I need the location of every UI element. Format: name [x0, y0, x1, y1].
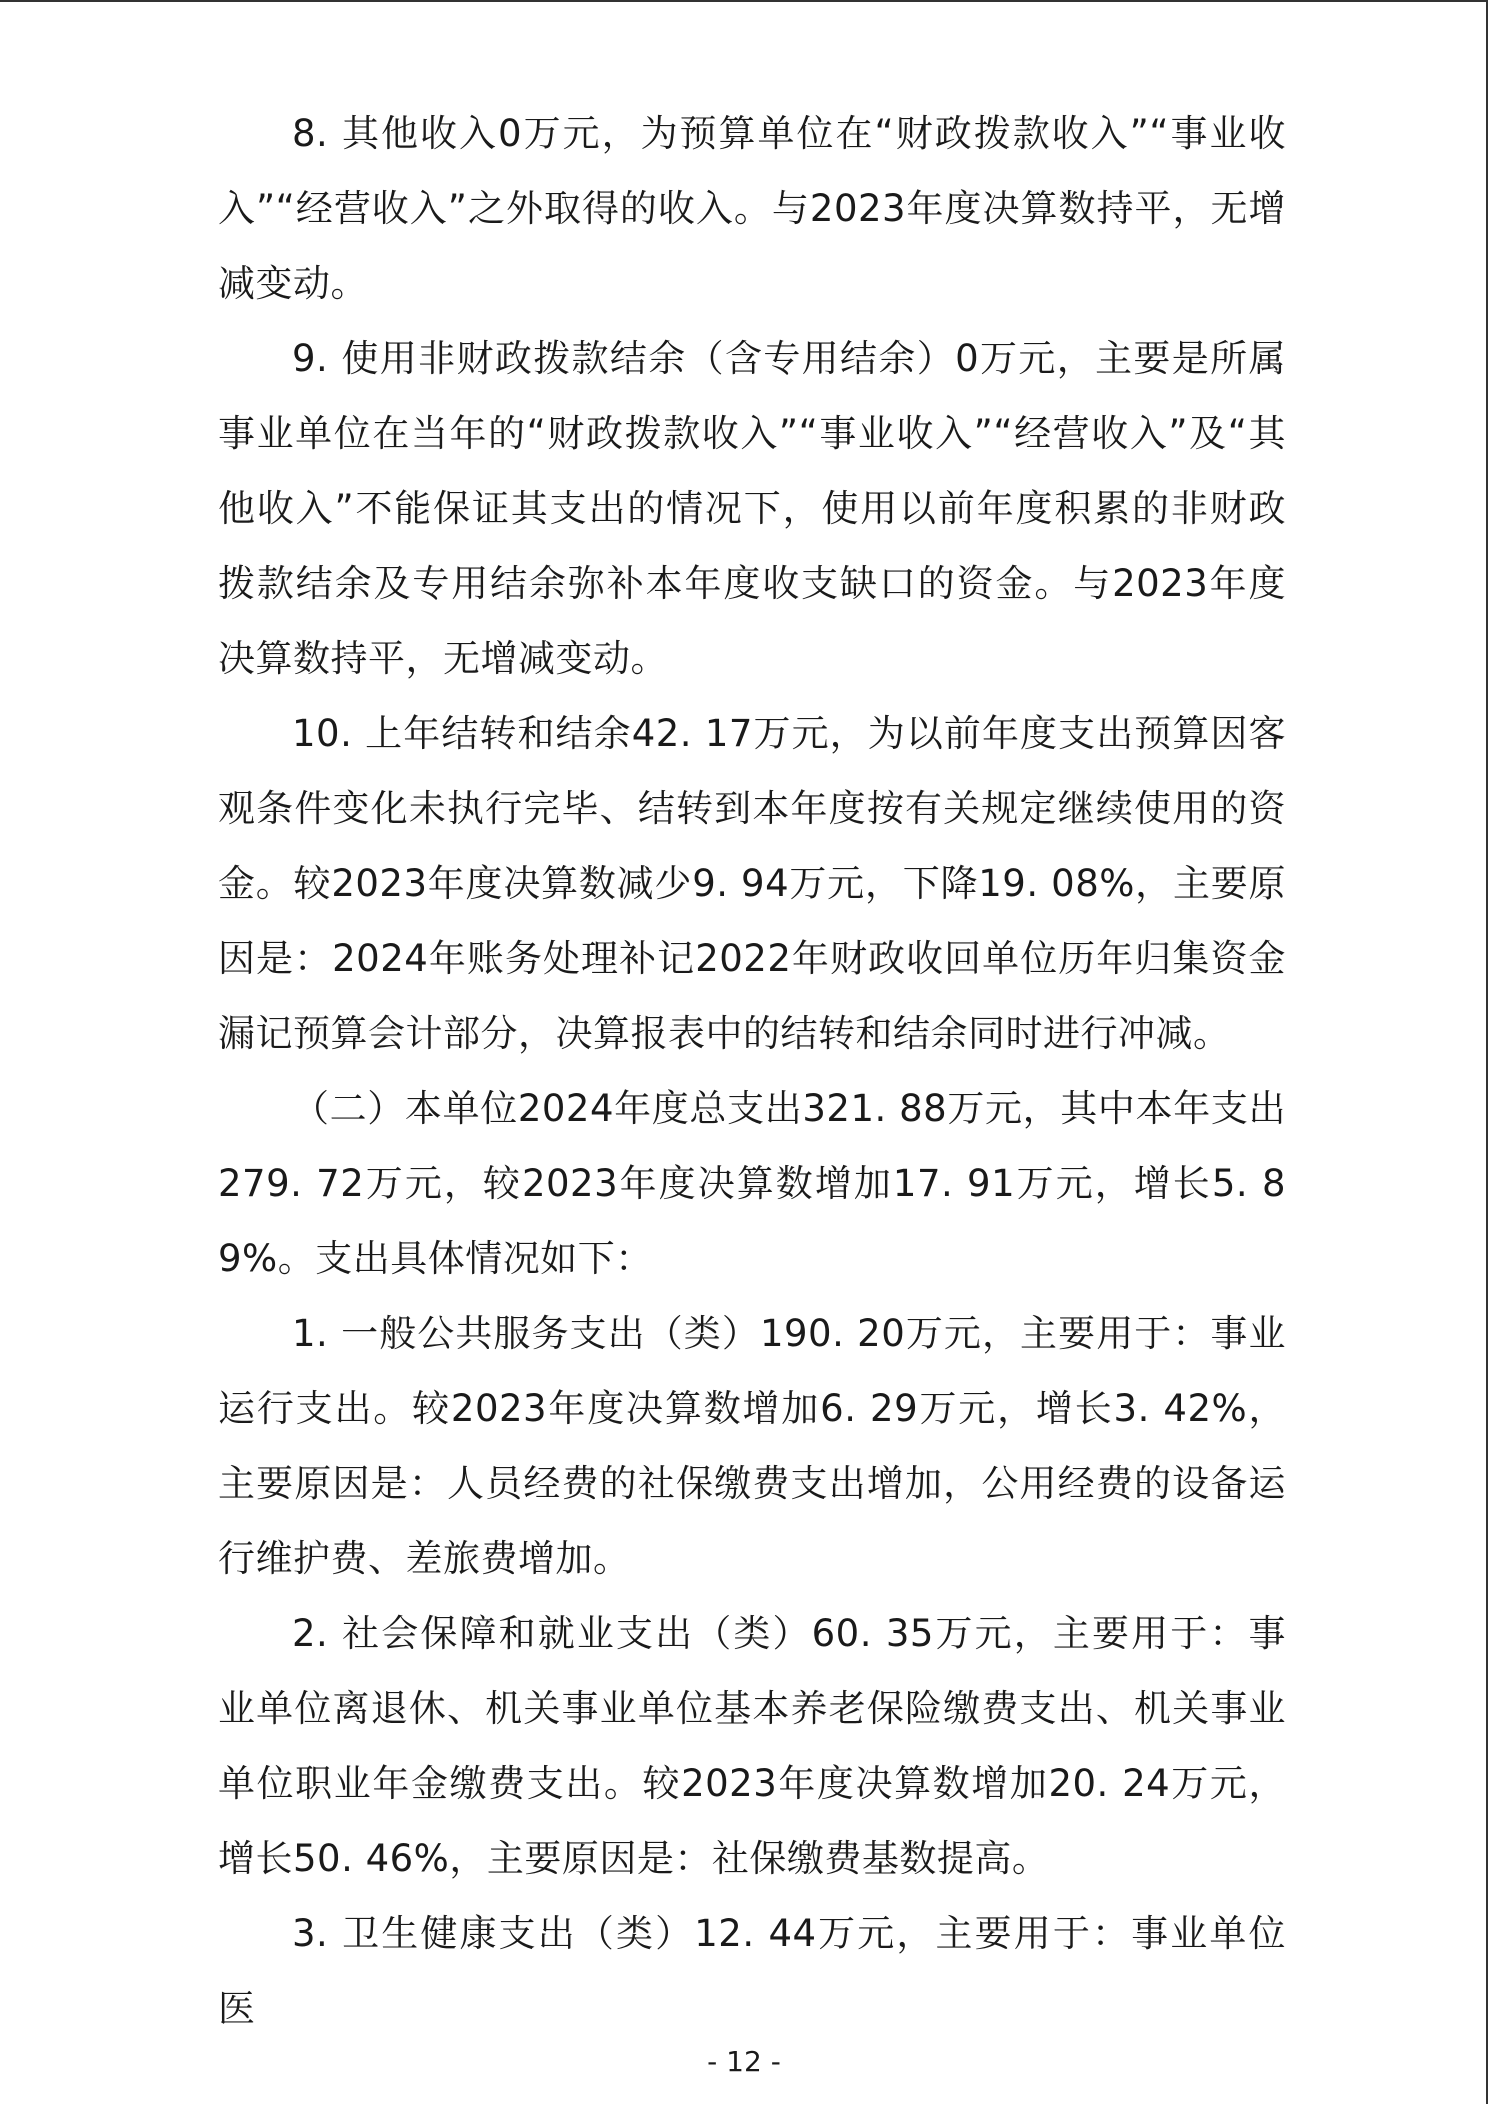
page-number: - 12 - — [707, 2045, 781, 2078]
paragraph-other-income: 8. 其他收入0万元，为预算单位在“财政拨款收入”“事业收入”“经营收入”之外取得的收入。与2023年度决算数持平，无增减变动。 — [218, 112, 1286, 305]
paragraph-health-expenditure: 3. 卫生健康支出（类）12. 44万元，主要用于：事业单位医 — [218, 1912, 1286, 2030]
paragraph-social-security: 2. 社会保障和就业支出（类）60. 35万元，主要用于：事业单位离退休、机关事业单位基本养老保险缴费支出、机关事业单位职业年金缴费支出。较2023年度决算数增加20. 24万元，增长50. 46%，主要原因是：社保缴费基数提高。 — [218, 1612, 1286, 1880]
paragraph-public-services: 1. 一般公共服务支出（类）190. 20万元，主要用于：事业运行支出。较2023年度决算数增加6. 29万元，增长3. 42%，主要原因是：人员经费的社保缴费支出增加，公用经费的设备运行维护费、差旅费增加。 — [218, 1312, 1286, 1580]
paragraph-non-fiscal-surplus: 9. 使用非财政拨款结余（含专用结余）0万元，主要是所属事业单位在当年的“财政拨款收入”“事业收入”“经营收入”及“其他收入”不能保证其支出的情况下，使用以前年度积累的非财政拨款结余及专用结余弥补本年度收支缺口的资金。与2023年度决算数持平，无增减变动。 — [218, 337, 1286, 680]
paragraph-carryover-balance: 10. 上年结转和结余42. 17万元，为以前年度支出预算因客观条件变化未执行完毕、结转到本年度按有关规定继续使用的资金。较2023年度决算数减少9. 94万元，下降19. 08%，主要原因是：2024年账务处理补记2022年财政收回单位历年归集资金漏记预算会计部分，决算报表中的结转和结余同时进行冲减。 — [218, 712, 1286, 1055]
document-body — [218, 96, 1286, 2046]
paragraph-total-expenditure: （二）本单位2024年度总支出321. 88万元，其中本年支出279. 72万元，较2023年度决算数增加17. 91万元，增长5. 89%。支出具体情况如下： — [218, 1087, 1286, 1280]
page-top-border — [0, 0, 1488, 2]
